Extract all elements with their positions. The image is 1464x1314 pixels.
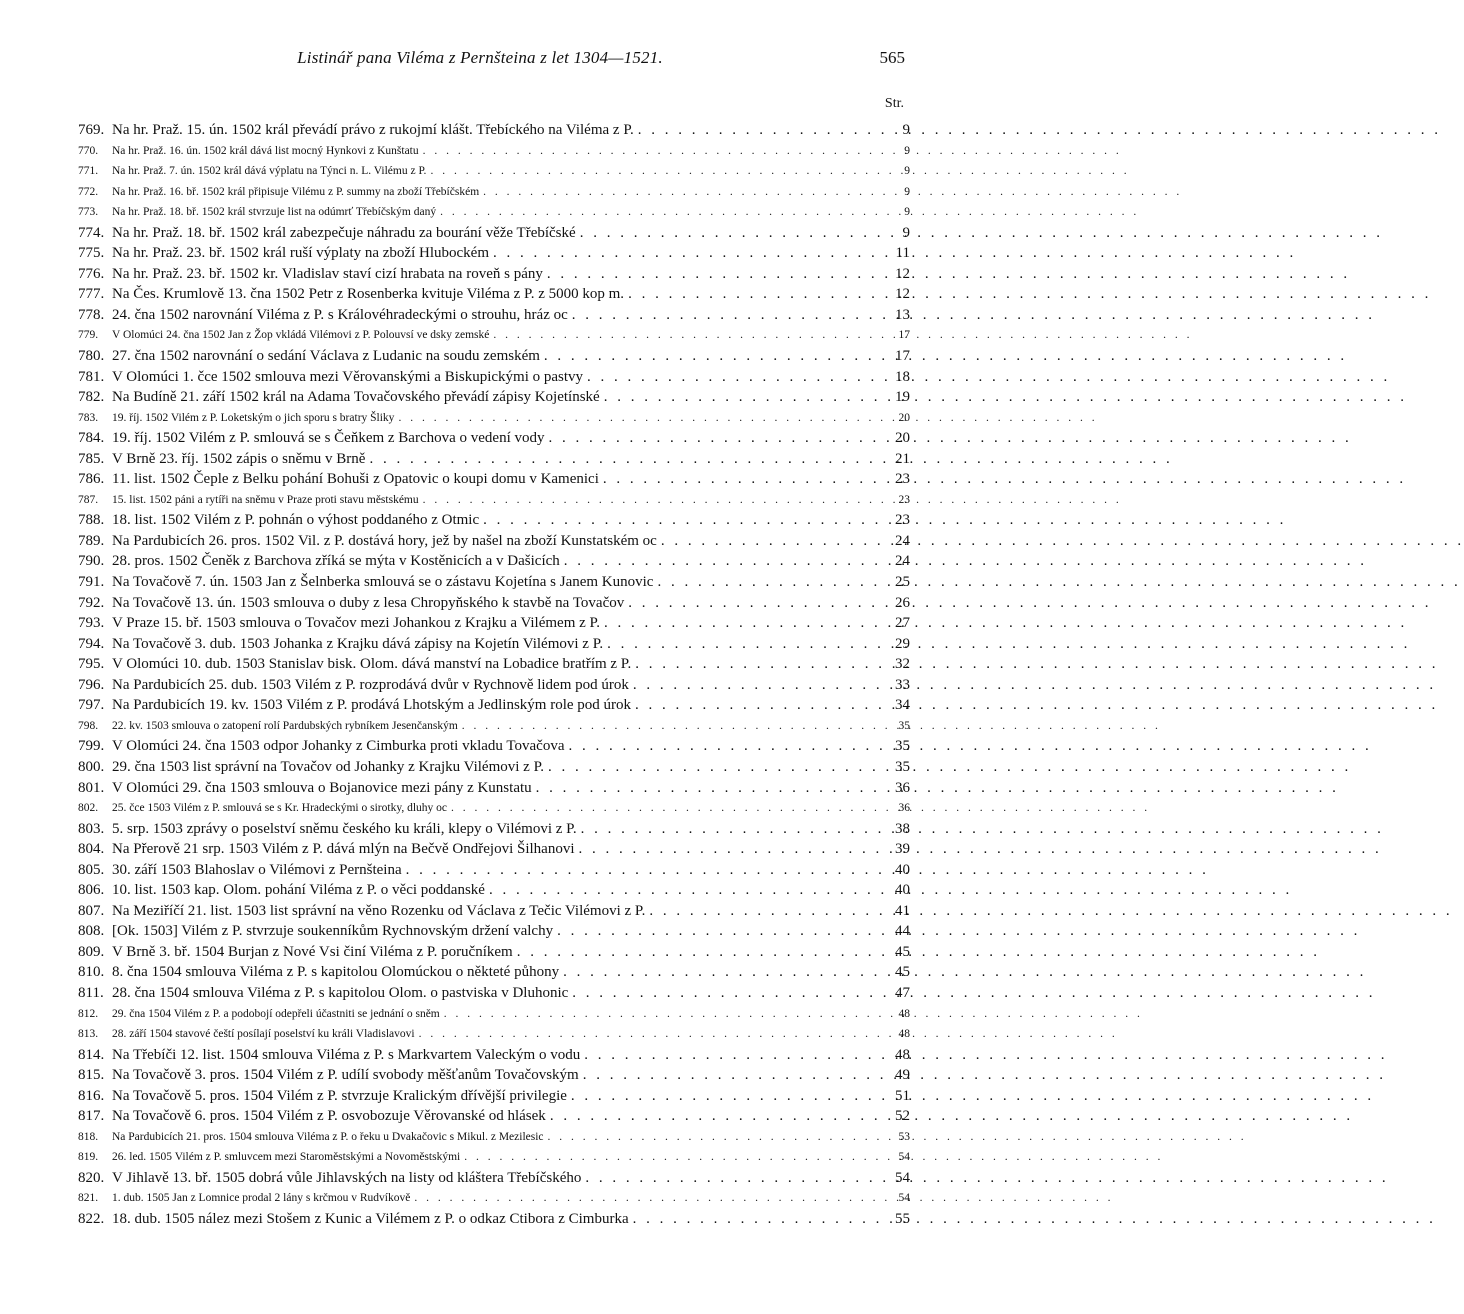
toc-entry [78, 675, 910, 696]
entry-description: Na Budíně 21. září 1502 král na Adama Tovačovského převádí zápisy Kojetínské [112, 389, 600, 406]
toc-entry [78, 1106, 910, 1127]
entry-description: V Brně 3. bř. 1504 Burjan z Nové Vsi činí Viléma z P. poručníkem [112, 943, 513, 960]
entry-number: 787. [78, 493, 99, 506]
entry-number: 788. [78, 512, 105, 529]
entry-page-number: 45 [895, 964, 910, 981]
toc-entry [78, 161, 910, 182]
entry-page-number: 47 [895, 984, 910, 1001]
entry-description: V Olomúci 1. čce 1502 smlouva mezi Věrovanskými a Biskupickými o pastvy [112, 368, 584, 385]
entry-description: V Olomúci 29. čna 1503 smlouva o Bojanovice mezi pány z Kunstatu [112, 779, 532, 796]
dot-leader [568, 305, 888, 326]
entry-page-number: 9 [902, 224, 910, 241]
toc-entry [78, 798, 910, 819]
dot-leader [629, 675, 888, 696]
dot-leader [436, 202, 888, 223]
entry-page-number: 35 [898, 719, 910, 732]
dot-leader [458, 716, 888, 737]
entry-number: 793. [78, 615, 105, 632]
entry-description: Na hr. Praž. 16. bř. 1502 král připisuje Vilému z P. summy na zboží Třebíčském [112, 185, 480, 198]
dot-leader [402, 860, 888, 881]
entry-description: 24. čna 1502 narovnání Viléma z P. s Královéhradeckými o strouhu, hráz oc [112, 306, 568, 323]
toc-entry [78, 942, 910, 963]
entry-page-number: 17 [898, 329, 910, 342]
toc-entry [78, 921, 910, 942]
entry-description: Na Meziříčí 21. list. 1503 list správní na věno Rozenku od Václava z Tečic Vilémovi z P. [112, 902, 646, 919]
entry-page-number: 23 [895, 471, 910, 488]
entry-page-number: 51 [895, 1087, 910, 1104]
entry-number: 804. [78, 841, 105, 858]
entry-description: Na Pardubicích 26. pros. 1502 Vil. z P. dostává hory, jež by našel na zboží Kunstatském oc [112, 532, 657, 549]
entry-page-number: 9 [902, 122, 910, 138]
entry-number: 796. [78, 676, 105, 693]
page-column-heading: Str. [884, 96, 904, 111]
entry-page-number: 26 [895, 594, 910, 611]
toc-entry [78, 449, 910, 470]
dot-leader [624, 284, 888, 305]
entry-page-number: 11 [895, 245, 910, 262]
entry-number: 797. [78, 697, 105, 714]
entry-page-number: 49 [895, 1067, 910, 1084]
dot-leader [419, 490, 888, 511]
toc-entry [78, 367, 910, 388]
dot-leader [631, 654, 888, 675]
entry-description: V Olomúci 10. dub. 1503 Stanislav bisk. Olom. dává manství na Lobadice bratřím z P. [112, 656, 632, 673]
entry-number: 818. [78, 1130, 99, 1143]
dot-leader [575, 839, 889, 860]
entry-number: 817. [78, 1108, 105, 1125]
toc-entry [78, 1024, 910, 1045]
entry-number: 774. [78, 224, 105, 241]
entry-description: V Praze 15. bř. 1503 smlouva o Tovačov mezi Johankou z Krajku a Vilémem z P. [112, 615, 600, 632]
toc-entry [78, 284, 910, 305]
entry-page-number: 12 [895, 286, 910, 303]
toc-entry [78, 182, 910, 203]
entry-page-number: 53 [898, 1130, 910, 1143]
entry-description: V Olomúci 24. čna 1502 Jan z Žop vkládá Vilémovi z P. Polouvsí ve dsky zemské [112, 329, 490, 342]
entry-page-number: 35 [895, 758, 910, 775]
entry-description: 10. list. 1503 kap. Olom. pohání Viléma z P. o věci poddanské [112, 882, 485, 899]
entry-description: Na Tovačově 3. pros. 1504 Vilém z P. udílí svobody měšťanům Tovačovským [112, 1067, 579, 1084]
entry-number: 772. [78, 185, 99, 198]
entry-page-number: 48 [895, 1046, 910, 1063]
toc-entry [78, 695, 910, 716]
entry-number: 777. [78, 286, 105, 303]
entry-number: 785. [78, 450, 105, 467]
entry-description: 18. dub. 1505 nález mezi Stošem z Kunic a Vilémem z P. o odkaz Ctibora z Cimburka [112, 1210, 629, 1227]
dot-leader [567, 1086, 888, 1107]
entry-number: 778. [78, 306, 105, 323]
dot-leader [645, 901, 888, 922]
dot-leader [479, 510, 888, 531]
toc-entry [78, 1004, 910, 1025]
dot-leader [546, 1106, 888, 1127]
entry-page-number: 9 [904, 185, 910, 198]
entry-page-number: 23 [895, 512, 910, 529]
toc-entry [78, 469, 910, 490]
dot-leader [653, 572, 888, 593]
running-title: Listinář pana Viléma z Pernšteina z let 1304—1521. [297, 48, 663, 67]
entry-description: Na hr. Praž. 15. ún. 1502 král převádí právo z rukojmí klášt. Třebíckého na Viléma z P. [112, 122, 634, 138]
entry-number: 812. [78, 1007, 99, 1020]
dot-leader [657, 531, 888, 552]
entry-description: V Jihlavě 13. bř. 1505 dobrá vůle Jihlavských na listy od kláštera Třebíčského [112, 1169, 582, 1186]
entry-page-number: 35 [895, 738, 910, 755]
dot-leader [583, 367, 888, 388]
entry-page-number: 36 [895, 779, 910, 796]
dot-leader [544, 1127, 888, 1148]
dot-leader [559, 962, 888, 983]
toc-entry [78, 223, 910, 244]
entry-page-number: 13 [895, 306, 910, 323]
toc-entry [78, 1086, 910, 1107]
entry-number: 805. [78, 861, 105, 878]
toc-entry [78, 551, 910, 572]
entry-description: 19. říj. 1502 Vilém z P. smlouvá se s Čeňkem z Barchova o vedení vody [112, 430, 545, 447]
entry-description: 25. čce 1503 Vilém z P. smlouvá se s Kr. Hradeckými o sirotky, dluhy oc [112, 802, 447, 815]
entry-description: Na Čes. Krumlově 13. čna 1502 Petr z Rosenberka kvituje Viléma z P. z 5000 kop m. [112, 286, 625, 303]
dot-leader [603, 634, 888, 655]
entry-description: Na hr. Praž. 23. bř. 1502 kr. Vladislav staví cizí hrabata na roveň s pány [112, 265, 543, 282]
toc-entry [78, 757, 910, 778]
toc-entry [78, 305, 910, 326]
entry-page-number: 9 [904, 206, 910, 219]
entry-number: 801. [78, 779, 105, 796]
toc-list [78, 120, 910, 1230]
entry-number: 783. [78, 411, 99, 424]
dot-leader [545, 428, 888, 449]
entry-description: V Olomúci 24. čna 1503 odpor Johanky z Cimburka proti vkladu Tovačova [112, 738, 565, 755]
entry-description: [Ok. 1503] Vilém z P. stvrzuje soukenníkům Rychnovským držení valchy [112, 923, 554, 940]
entry-number: 791. [78, 574, 105, 591]
entry-page-number: 44 [895, 923, 910, 940]
toc-entry [78, 778, 910, 799]
dot-leader [460, 1147, 888, 1168]
entry-description: 26. led. 1505 Vilém z P. smluvcem mezi Staroměstskými a Novoměstskými [112, 1151, 461, 1164]
entry-number: 800. [78, 758, 105, 775]
dot-leader [553, 921, 888, 942]
toc-entry [78, 387, 910, 408]
entry-page-number: 39 [895, 841, 910, 858]
entry-page-number: 40 [895, 861, 910, 878]
entry-number: 782. [78, 389, 105, 406]
entry-description: Na hr. Praž. 23. bř. 1502 král ruší výplaty na zboží Hlubockém [112, 245, 489, 262]
entry-number: 810. [78, 964, 105, 981]
entry-description: 5. srp. 1503 zprávy o poselství sněmu českého ku králi, klepy o Vilémovi z P. [112, 820, 577, 837]
entry-number: 813. [78, 1028, 99, 1041]
toc-entry [78, 243, 910, 264]
toc-entry [78, 572, 910, 593]
entry-page-number: 48 [898, 1028, 910, 1041]
entry-page-number: 54 [898, 1151, 910, 1164]
dot-leader [600, 613, 888, 634]
toc-entry [78, 593, 910, 614]
toc-entry [78, 141, 910, 162]
entry-description: 11. list. 1502 Čeple z Belku pohání Bohuši z Opatovic o koupi domu v Kamenici [112, 471, 599, 488]
toc-entry [78, 428, 910, 449]
entry-number: 784. [78, 430, 105, 447]
entry-number: 770. [78, 144, 99, 157]
entry-page-number: 24 [895, 553, 910, 570]
entry-page-number: 25 [895, 574, 910, 591]
dot-leader [576, 223, 888, 244]
dot-leader [513, 942, 888, 963]
dot-leader [600, 387, 888, 408]
dot-leader [560, 551, 888, 572]
toc-entry [78, 962, 910, 983]
toc-entry [78, 716, 910, 737]
dot-leader [479, 182, 888, 203]
entry-page-number: 9 [904, 144, 910, 157]
dot-leader [394, 408, 888, 429]
entry-number: 780. [78, 348, 105, 365]
entry-number: 794. [78, 635, 105, 652]
toc-entry [78, 1168, 910, 1189]
entry-description: Na Tovačově 13. ún. 1503 smlouva o duby z lesa Chropyňského k stavbě na Tovačov [112, 594, 625, 611]
entry-page-number: 19 [895, 389, 910, 406]
entry-number: 808. [78, 923, 105, 940]
dot-leader [579, 1065, 888, 1086]
entry-page-number: 41 [895, 902, 910, 919]
toc-entry [78, 1045, 910, 1066]
entry-description: 27. čna 1502 narovnání o sedání Václava z Ludanic na soudu zemském [112, 348, 540, 365]
entry-page-number: 21 [895, 450, 910, 467]
entry-number: 769. [78, 122, 105, 138]
toc-entry [78, 120, 910, 141]
dot-leader [419, 141, 888, 162]
entry-page-number: 12 [895, 265, 910, 282]
toc-entry [78, 1065, 910, 1086]
dot-leader [629, 1209, 888, 1230]
dot-leader [544, 757, 888, 778]
dot-leader [599, 469, 888, 490]
entry-page-number: 40 [895, 882, 910, 899]
toc-entry [78, 860, 910, 881]
entry-page-number: 9 [904, 165, 910, 178]
entry-description: Na hr. Praž. 7. ún. 1502 král dává výplatu na Týnci n. L. Vilému z P. [112, 165, 427, 178]
entry-number: 807. [78, 902, 105, 919]
dot-leader [410, 1188, 888, 1209]
entry-number: 798. [78, 719, 99, 732]
dot-leader [485, 880, 888, 901]
dot-leader [631, 695, 888, 716]
entry-page-number: 29 [895, 635, 910, 652]
entry-description: 28. pros. 1502 Čeněk z Barchova zříká se mýta v Kostěnicích a v Dašicích [112, 553, 560, 570]
entry-description: Na Tovačově 6. pros. 1504 Vilém z P. osvobozuje Věrovanské od hlásek [112, 1108, 546, 1125]
entry-number: 819. [78, 1151, 99, 1164]
dot-leader [447, 798, 888, 819]
entry-number: 790. [78, 553, 105, 570]
toc-entry [78, 1147, 910, 1168]
entry-number: 811. [78, 984, 104, 1001]
entry-number: 781. [78, 368, 105, 385]
entry-number: 775. [78, 245, 105, 262]
toc-entry [78, 1209, 910, 1230]
entry-page-number: 38 [895, 820, 910, 837]
entry-description: 29. čna 1503 list správní na Tovačov od Johanky z Krajku Vilémovi z P. [112, 758, 545, 775]
entry-description: Na Pardubicích 19. kv. 1503 Vilém z P. prodává Lhotským a Jedlinským role pod úrok [112, 697, 632, 714]
entry-description: Na hr. Praž. 18. bř. 1502 král stvrzuje list na odúmrť Třebíčským daný [112, 206, 437, 219]
toc-entry [78, 901, 910, 922]
page-number: 565 [879, 48, 905, 67]
dot-leader [634, 120, 888, 141]
dot-leader [426, 161, 888, 182]
entry-number: 806. [78, 882, 105, 899]
dot-leader [577, 819, 888, 840]
dot-leader [532, 778, 888, 799]
entry-description: 19. říj. 1502 Vilém z P. Loketským o jich sporu s bratry Šliky [112, 411, 395, 424]
entry-number: 786. [78, 471, 105, 488]
entry-description: Na Tovačově 5. pros. 1504 Vilém z P. stvrzuje Kralickým dřívější privilegie [112, 1087, 567, 1104]
toc-entry [78, 819, 910, 840]
toc-entry [78, 654, 910, 675]
entry-page-number: 18 [895, 368, 910, 385]
entry-description: Na Tovačově 7. ún. 1503 Jan z Šelnberka smlouvá se o zástavu Kojetína s Janem Kunovic [112, 574, 654, 591]
entry-page-number: 23 [898, 493, 910, 506]
entry-description: Na Tovačově 3. dub. 1503 Johanka z Krajku dává zápisy na Kojetín Vilémovi z P. [112, 635, 604, 652]
dot-leader [564, 736, 888, 757]
dot-leader [489, 325, 888, 346]
entry-number: 809. [78, 943, 105, 960]
entry-page-number: 20 [895, 430, 910, 447]
dot-leader [540, 346, 888, 367]
entry-page-number: 20 [898, 411, 910, 424]
entry-number: 802. [78, 802, 99, 815]
entry-number: 799. [78, 738, 105, 755]
entry-page-number: 54 [895, 1169, 910, 1186]
toc-entry [78, 1188, 910, 1209]
entry-description: Na hr. Praž. 18. bř. 1502 král zabezpečuje náhradu za bourání věže Třebíčské [112, 224, 576, 241]
entry-number: 789. [78, 532, 105, 549]
entry-number: 803. [78, 820, 105, 837]
entry-page-number: 34 [895, 697, 910, 714]
entry-number: 821. [78, 1192, 99, 1205]
entry-number: 815. [78, 1067, 105, 1084]
entry-page-number: 55 [895, 1210, 910, 1227]
entry-number: 776. [78, 265, 105, 282]
dot-leader [543, 264, 888, 285]
entry-description: 22. kv. 1503 smlouva o zatopení rolí Pardubských rybníkem Jesenčanským [112, 719, 458, 732]
entry-description: 29. čna 1504 Vilém z P. a podobojí odepřeli účastniti se jednání o sněm [112, 1007, 440, 1020]
entry-description: Na Pardubicích 25. dub. 1503 Vilém z P. rozprodává dvůr v Rychnově lidem pod úrok [112, 676, 629, 693]
dot-leader [624, 593, 888, 614]
toc-entry [78, 839, 910, 860]
toc-entry [78, 736, 910, 757]
toc-entry [78, 1127, 910, 1148]
page-header [0, 48, 960, 74]
entry-number: 779. [78, 329, 99, 342]
entry-description: 8. čna 1504 smlouva Viléma z P. s kapitolou Olomúckou o někteté půhony [112, 964, 560, 981]
dot-leader [581, 1168, 888, 1189]
entry-description: 1. dub. 1505 Jan z Lomnice prodal 2 lány s krčmou v Rudvíkově [112, 1192, 411, 1205]
entry-page-number: 45 [895, 943, 910, 960]
dot-leader [415, 1024, 888, 1045]
entry-description: Na Přerově 21 srp. 1503 Vilém z P. dává mlýn na Bečvě Ondřejovi Šilhanovi [112, 841, 575, 858]
entry-description: 18. list. 1502 Vilém z P. pohnán o výhost poddaného z Otmic [112, 512, 480, 529]
entry-page-number: 27 [895, 615, 910, 632]
entry-description: V Brně 23. říj. 1502 zápis o sněmu v Brně [112, 450, 366, 467]
entry-description: 15. list. 1502 páni a rytíři na sněmu v Praze proti stavu městskému [112, 493, 419, 506]
entry-description: Na hr. Praž. 16. ún. 1502 král dává list mocný Hynkovi z Kunštatu [112, 144, 419, 157]
toc-entry [78, 510, 910, 531]
toc-entry [78, 325, 910, 346]
toc-entry [78, 613, 910, 634]
entry-number: 822. [78, 1210, 105, 1227]
entry-description: 30. září 1503 Blahoslav o Vilémovi z Pernšteina [112, 861, 402, 878]
entry-page-number: 24 [895, 532, 910, 549]
entry-number: 771. [78, 165, 99, 178]
dot-leader [580, 1045, 888, 1066]
dot-leader [489, 243, 888, 264]
entry-number: 795. [78, 656, 105, 673]
entry-page-number: 32 [895, 656, 910, 673]
toc-entry [78, 346, 910, 367]
entry-number: 820. [78, 1169, 105, 1186]
toc-entry [78, 531, 910, 552]
entry-description: 28. září 1504 stavové čeští posílají poselství ku králi Vladislavovi [112, 1028, 415, 1041]
toc-entry [78, 202, 910, 223]
entry-number: 792. [78, 594, 105, 611]
toc-entry [78, 983, 910, 1004]
toc-entry [78, 880, 910, 901]
entry-description: Na Třebíči 12. list. 1504 smlouva Viléma z P. s Markvartem Valeckým o vodu [112, 1046, 581, 1063]
toc-entry [78, 408, 910, 429]
entry-description: Na Pardubicích 21. pros. 1504 smlouva Viléma z P. o řeku u Dvakačovic s Mikul. z Mezilesic [112, 1130, 544, 1143]
toc-entry [78, 634, 910, 655]
entry-number: 814. [78, 1046, 105, 1063]
entry-page-number: 33 [895, 676, 910, 693]
entry-description: 28. čna 1504 smlouva Viléma z P. s kapitolou Olom. o pastviska v Dluhonic [112, 984, 569, 1001]
dot-leader [568, 983, 888, 1004]
entry-page-number: 17 [895, 348, 910, 365]
entry-page-number: 36 [898, 802, 910, 815]
dot-leader [440, 1004, 888, 1025]
toc-entry [78, 264, 910, 285]
entry-page-number: 48 [898, 1007, 910, 1020]
entry-number: 816. [78, 1087, 105, 1104]
entry-page-number: 52 [895, 1108, 910, 1125]
entry-page-number: 54 [898, 1192, 910, 1205]
toc-entry [78, 490, 910, 511]
dot-leader [365, 449, 888, 470]
entry-number: 773. [78, 206, 99, 219]
